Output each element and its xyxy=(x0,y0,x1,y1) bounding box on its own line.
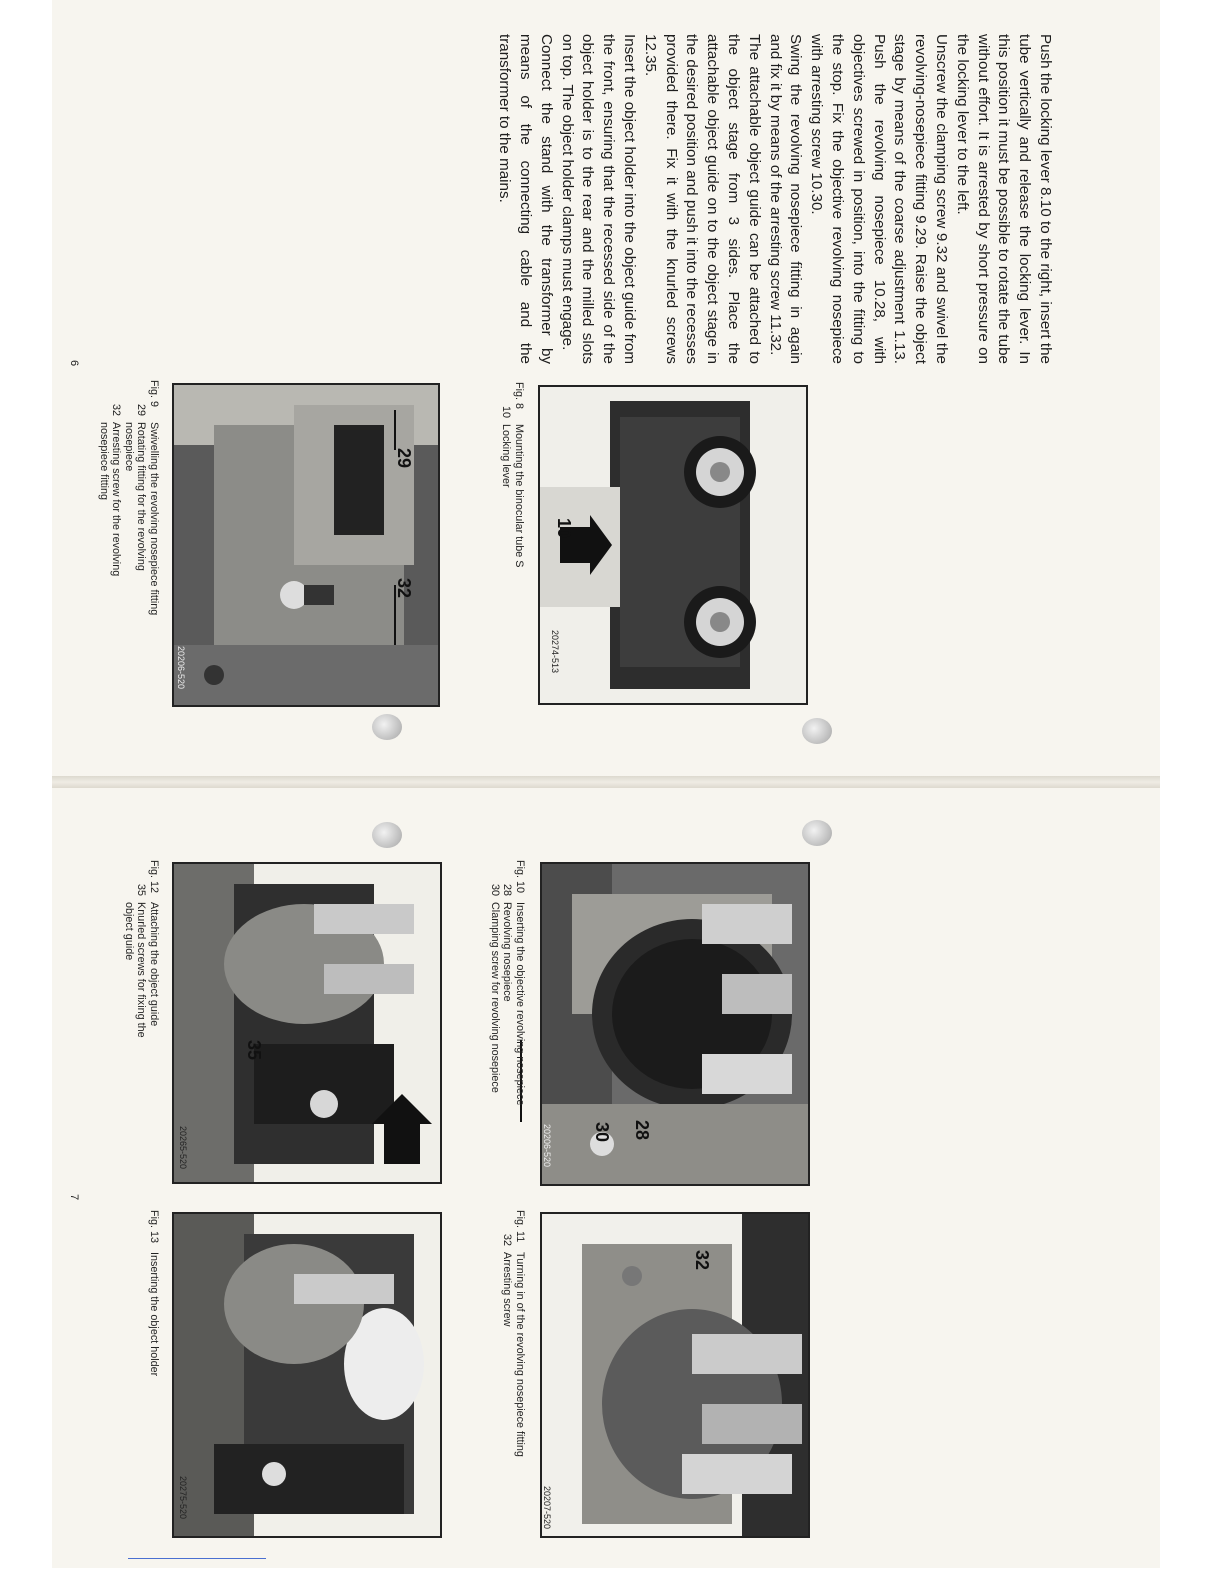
fig9-plate-number: 20206-520 xyxy=(176,646,186,690)
caption-item-num: 29 xyxy=(135,403,148,416)
paragraph: Connect the stand with the transformer by means of the connecting cable and the transformer to the mains. xyxy=(496,34,555,364)
binder-hole-icon xyxy=(372,822,402,848)
caption-item-text: Arresting screw xyxy=(501,1252,514,1327)
binder-hole-icon xyxy=(372,714,402,740)
fig12-caption xyxy=(122,860,160,1038)
fig9-callout-line-29 xyxy=(394,410,396,450)
fig12-callout-35: 35 xyxy=(244,1040,264,1061)
fig8-caption xyxy=(500,382,525,567)
paragraph: The attachable object guide can be attached to the object stage from 3 sides. Place the attachable object guide on to the object stage in the desired position and push it into the recesses provided there. Fix it with the knurled screws 12.35. xyxy=(641,34,763,364)
caption-title: Mounting the binocular tube S xyxy=(513,424,525,568)
fig9-callout-32: 32 xyxy=(394,578,414,599)
fig11-photo xyxy=(540,1212,810,1538)
paragraph: Push the locking lever 8.10 to the right, insert the tube vertically and release the locking lever. In this position it must be possible to rotate the tube without effort. It is arrested by short pressure on the locking lever to the left. xyxy=(953,34,1054,364)
fig8-plate-number: 20274-513 xyxy=(550,630,560,674)
caption-item-text: Knurled screws for fixing the xyxy=(135,902,148,1038)
caption-key: Fig. 13 xyxy=(148,1210,160,1244)
scan-artifact-line xyxy=(128,1558,266,1559)
caption-item-num: 35 xyxy=(135,883,148,896)
fig8-callout-10: 10 xyxy=(554,518,574,539)
caption-item-num: 10 xyxy=(500,405,513,418)
fig10-photo xyxy=(540,862,810,1186)
fig12-plate-number: 20265-520 xyxy=(178,1126,188,1170)
caption-item-num: 28 xyxy=(501,883,514,896)
caption-key: Fig. 9 xyxy=(148,380,160,408)
caption-item-text: Revolving nosepiece xyxy=(501,902,514,1002)
fig10-caption xyxy=(488,860,526,1105)
page-gutter xyxy=(52,776,1160,788)
fig9-photo xyxy=(172,383,440,707)
fig12-photo xyxy=(172,862,442,1184)
fig10-callout-30: 30 xyxy=(592,1122,612,1143)
fig11-callout-32: 32 xyxy=(692,1250,712,1271)
caption-key: Fig. 12 xyxy=(148,860,160,894)
fig10-callout-28: 28 xyxy=(632,1120,652,1141)
caption-item-text: nosepiece xyxy=(122,422,135,472)
fig11-caption xyxy=(501,1210,526,1457)
fig13-photo xyxy=(172,1212,442,1538)
caption-title: Turning in of the revolving nosepiece fitting xyxy=(514,1252,526,1457)
caption-item-num: 30 xyxy=(488,883,501,896)
fig11-plate-number: 20207-520 xyxy=(542,1486,552,1530)
paragraph: Insert the object holder into the object guide from the front, ensuring that the recessed side of the object holder is to the rear and the milled slots on top. The object holder clamps must engage. xyxy=(558,34,639,364)
page-number: 7 xyxy=(68,1194,80,1201)
fig9-caption xyxy=(97,380,160,615)
caption-key: Fig. 11 xyxy=(514,1210,526,1243)
binder-hole-icon xyxy=(802,718,832,744)
caption-title: Swivelling the revolving nosepiece fitting xyxy=(148,422,160,616)
caption-title: Attaching the object guide xyxy=(148,902,160,1027)
binder-hole-icon xyxy=(802,820,832,846)
caption-title: Inserting the objective revolving nosepiece xyxy=(514,902,526,1106)
caption-key: Fig. 10 xyxy=(514,860,526,894)
fig13-plate-number: 20275-520 xyxy=(178,1476,188,1520)
page-number: 6 xyxy=(68,360,80,367)
body-text xyxy=(365,34,1055,364)
fig8-photo xyxy=(538,385,808,705)
fig9-callout-29: 29 xyxy=(394,448,414,469)
caption-item-text: object guide xyxy=(122,902,135,961)
paragraph: Unscrew the clamping screw 9.32 and swivel the revolving-nosepiece fitting 9.29. Raise the object stage by means of the coarse adjustment 1.13. Push the revolving nosepiece 10.28, with objectives screwed in position, into the fitting to the stop. Fix the objective revolving nosepiece with arresting screw 10.30. xyxy=(808,34,951,364)
paragraph: Swing the revolving nosepiece fitting in again and fix it by means of the arresting screw 11.32. xyxy=(766,34,805,364)
caption-item-text: Arresting screw for the revolving xyxy=(110,422,123,577)
caption-key: Fig. 8 xyxy=(513,382,525,410)
caption-item-num: 32 xyxy=(110,403,123,416)
fig13-caption xyxy=(147,1210,160,1376)
caption-item-text: Clamping screw for revolving nosepiece xyxy=(488,902,501,1093)
fig10-plate-number: 20206-520 xyxy=(542,1124,552,1168)
caption-item-text: Locking lever xyxy=(500,424,513,488)
caption-title: Inserting the object holder xyxy=(148,1252,160,1377)
caption-item-text: nosepiece fitting xyxy=(97,422,110,501)
caption-item-num: 32 xyxy=(501,1233,514,1246)
caption-item-text: Rotating fitting for the revolving xyxy=(135,422,148,571)
